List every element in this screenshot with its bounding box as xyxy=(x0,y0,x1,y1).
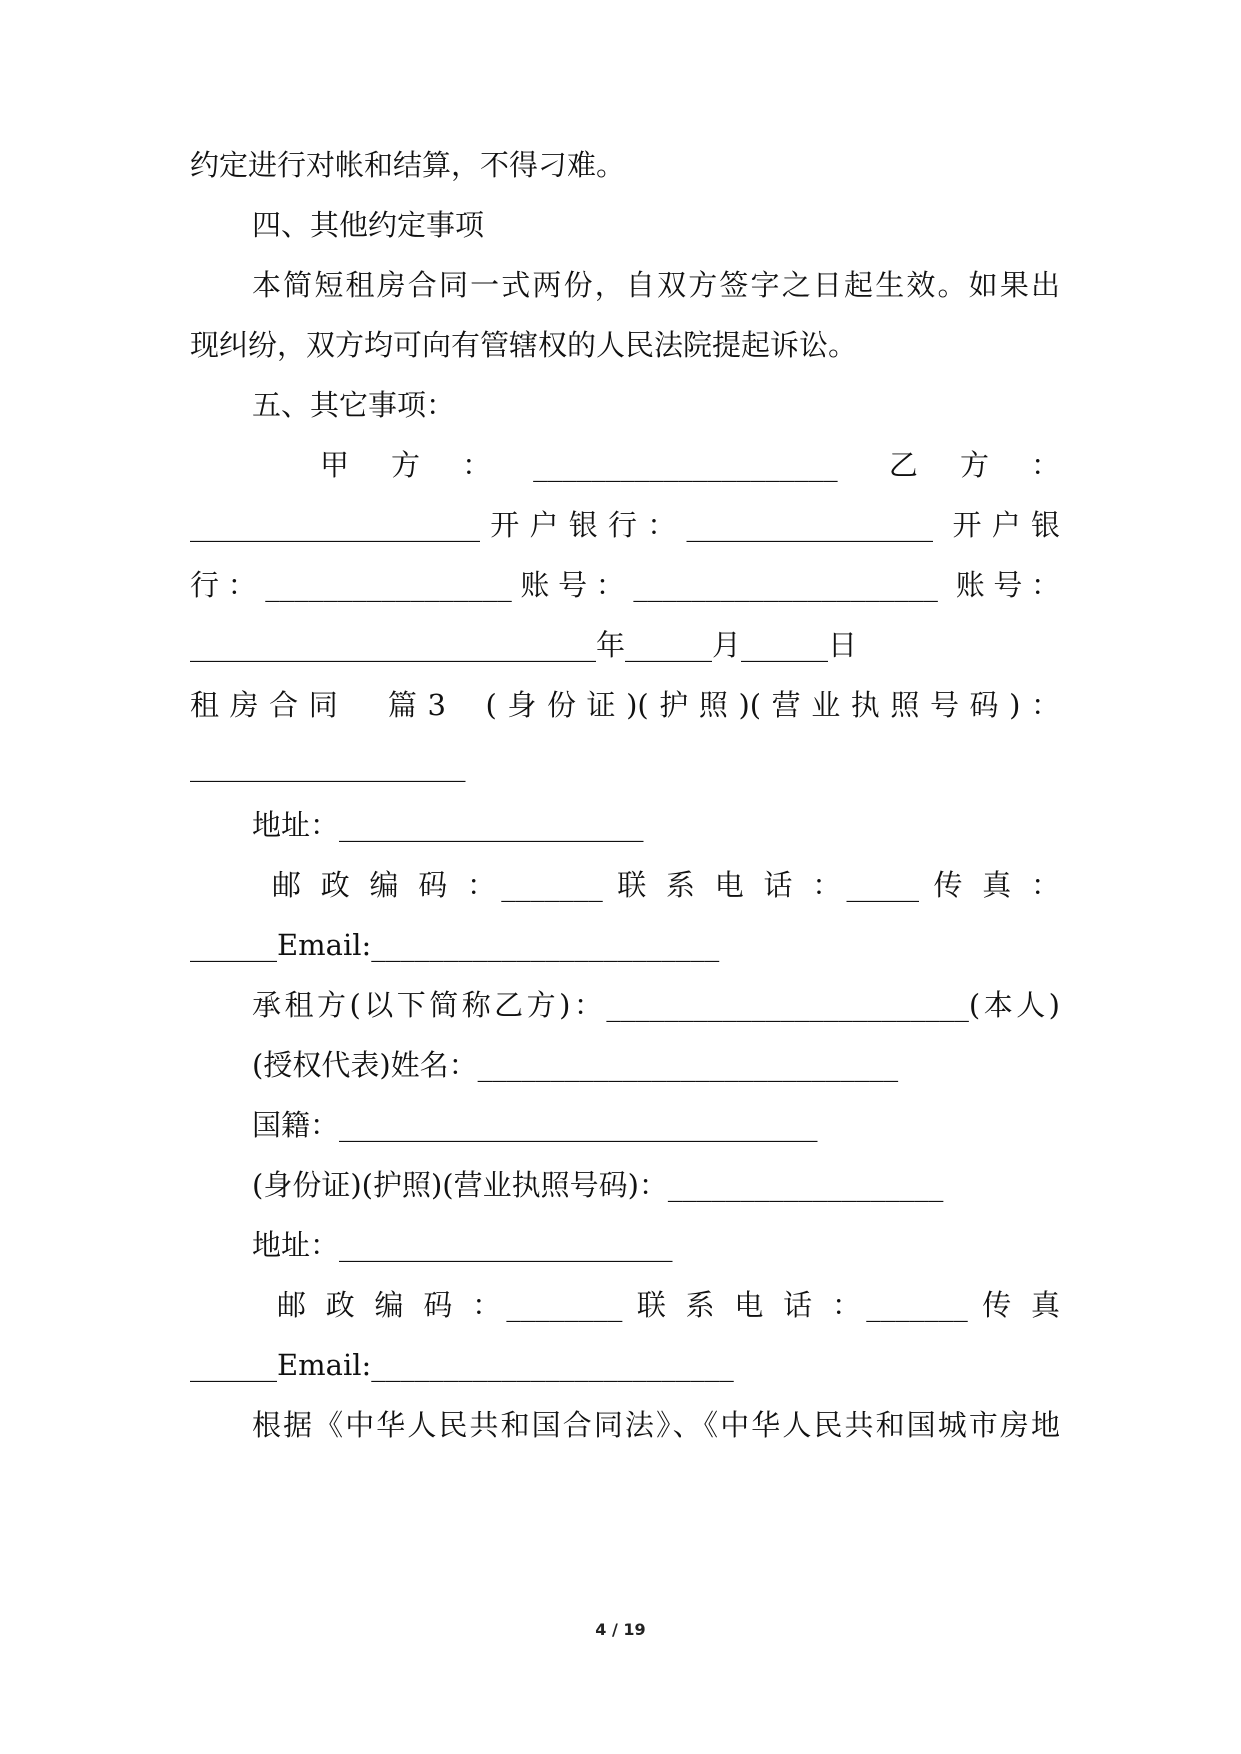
signature-line: 行：_________________账号：_____________________ 账号： xyxy=(190,568,1060,602)
paragraph-line: 租房合同 篇3 (身份证)(护照)(营业执照号码)： xyxy=(190,688,1060,722)
address-line: 地址：_____________________ xyxy=(252,808,644,842)
section-heading: 四、其他约定事项 xyxy=(252,208,485,242)
signature-line: 甲 方 ： _____________________ 乙 方 ： xyxy=(320,448,1060,482)
name-line: (授权代表)姓名：_____________________________ xyxy=(252,1048,899,1082)
section-heading: 五、其它事项： xyxy=(252,388,456,422)
paragraph-line: 现纠纷，双方均可向有管辖权的人民法院提起诉讼。 xyxy=(190,328,858,362)
paragraph-line: 根据《中华人民共和国合同法》、《中华人民共和国城市房地 xyxy=(252,1408,1060,1442)
contact-line: 邮 政 编 码 ：_______ 联 系 电 话 ：_____ 传 真 ： xyxy=(272,868,1060,902)
nationality-line: 国籍：_________________________________ xyxy=(252,1108,818,1142)
signature-line: ____________________开户银行：_________________ 开户银 xyxy=(190,508,1060,542)
address-line: 地址：_______________________ xyxy=(252,1228,673,1262)
date-line: ____________________________年______月______日 xyxy=(190,628,858,662)
contact-line: 邮 政 编 码 ：________ 联 系 电 话 ：_______ 传 真 xyxy=(277,1288,1060,1322)
email-line: ______Email:_________________________ xyxy=(190,1348,734,1382)
paragraph-line: 本简短租房合同一式两份，自双方签字之日起生效。如果出 xyxy=(252,268,1060,302)
paragraph-line: 约定进行对帐和结算，不得刁难。 xyxy=(190,148,626,182)
id-line: (身份证)(护照)(营业执照号码)：___________________ xyxy=(252,1168,944,1202)
tenant-line: 承租方(以下简称乙方)：_________________________(本人) xyxy=(252,988,1060,1022)
page-number: 4 / 19 xyxy=(595,1620,646,1639)
email-line: ______Email:________________________ xyxy=(190,928,720,962)
blank-line: ___________________ xyxy=(190,748,466,782)
